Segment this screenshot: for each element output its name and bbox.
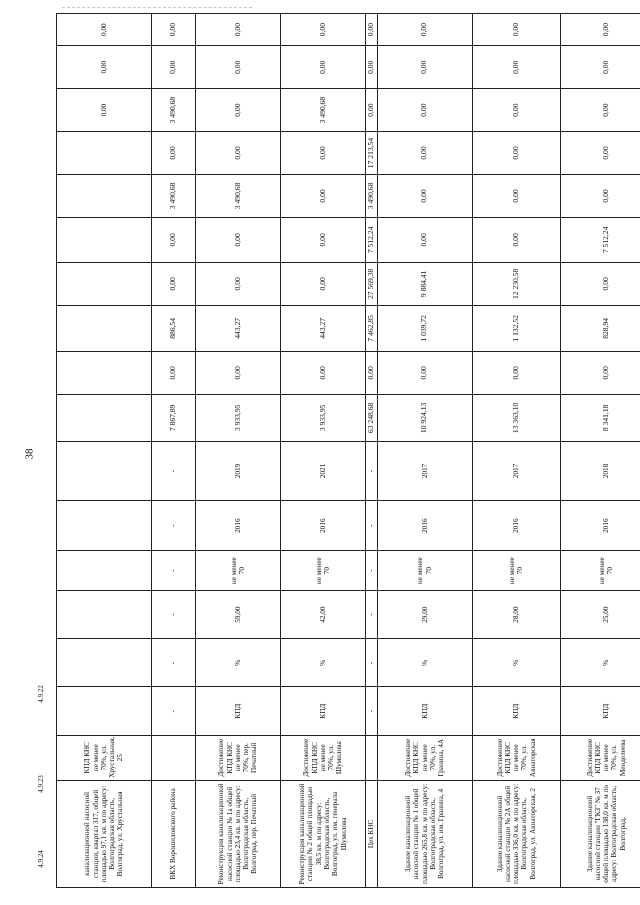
value-cell: 0,00: [57, 89, 152, 132]
value-cell: 17 213,54: [366, 132, 378, 175]
value-cell: 0,00: [281, 351, 366, 394]
value-cell: 0,00: [152, 132, 196, 175]
end-year-cell: -: [366, 441, 378, 500]
row-index: 4.9.24: [36, 850, 45, 868]
value-cell: 0,00: [560, 351, 640, 394]
value-cell: 0,00: [281, 174, 366, 217]
unit-cell: -: [366, 687, 378, 735]
measure-cell: -: [152, 639, 196, 687]
value-cell: 3 490,68: [152, 89, 196, 132]
object-name-cell: Цех КНС: [366, 780, 378, 887]
value-cell: [57, 217, 152, 262]
value-cell: 0,00: [196, 262, 281, 305]
value-cell: 0,00: [281, 262, 366, 305]
measure-cell: %: [196, 639, 281, 687]
value-cell: 3 933,95: [196, 394, 281, 441]
value-cell: 0,00: [560, 132, 640, 175]
value-cell: 0,00: [196, 132, 281, 175]
indicator-cell: Достижение КПД КНС не менее 70%, пер. Печатный: [196, 735, 281, 780]
table-row: [196, 14, 281, 888]
start-year-cell: 2016: [377, 500, 472, 550]
end-year-cell: -: [152, 441, 196, 500]
end-year-cell: [57, 441, 152, 500]
value-cell: 443,27: [196, 305, 281, 351]
object-name-cell: Здание канализационной насосной станции № 1 общей площадью 265,8 кв. м по адресу: Волгоградская область, Волгоград, ул. им. Гранина, 4: [377, 780, 472, 887]
value-cell: 0,00: [196, 217, 281, 262]
value-cell: [57, 132, 152, 175]
value-cell: 0,00: [377, 46, 472, 89]
value-cell: 0,00: [472, 217, 560, 262]
value-cell: 0,00: [377, 351, 472, 394]
measure-cell: %: [281, 639, 366, 687]
start-year-cell: -: [152, 500, 196, 550]
value-cell: 10 924,13: [377, 394, 472, 441]
target-value-cell: не менее 70: [472, 551, 560, 591]
value-cell: 0,00: [377, 174, 472, 217]
base-value-cell: 29,00: [377, 590, 472, 638]
unit-cell: КПД: [472, 687, 560, 735]
base-value-cell: 59,00: [196, 590, 281, 638]
value-cell: 443,27: [281, 305, 366, 351]
object-name-cell: канализационной насосной станции, квартал 317, общей площадью 97,1 кв. м по адресу: Волгоградская область, Волгоград, ул. Хрустальная: [57, 780, 152, 887]
value-cell: 0,00: [560, 174, 640, 217]
value-cell: 0,00: [57, 46, 152, 89]
table-row: [281, 14, 366, 888]
table-row: [57, 14, 152, 888]
start-year-cell: -: [366, 500, 378, 550]
value-cell: 3 490,68: [196, 174, 281, 217]
value-cell: 828,94: [560, 305, 640, 351]
value-cell: 886,54: [152, 305, 196, 351]
indicator-cell: Достижение КПД КНС не менее 70%, ул. Авиаторская: [472, 735, 560, 780]
value-cell: 0,00: [196, 14, 281, 46]
value-cell: 27 569,38: [366, 262, 378, 305]
value-cell: 3 490,68: [281, 89, 366, 132]
value-cell: 0,00: [472, 46, 560, 89]
value-cell: 0,00: [57, 14, 152, 46]
value-cell: 0,00: [281, 132, 366, 175]
indicator-cell: Достижение КПД КНС не менее 70%, ул. Менделеева: [560, 735, 640, 780]
rotated-table-sheet: [56, 13, 627, 888]
table-row: [377, 14, 472, 888]
value-cell: 9 884,41: [377, 262, 472, 305]
indicator-cell: КПД КНС не менее 70%, ул. Хрустальная, 25: [57, 735, 152, 780]
base-value-cell: 42,00: [281, 590, 366, 638]
value-cell: 0,00: [472, 14, 560, 46]
object-name-cell: ВКХ Ворошиловского района: [152, 780, 196, 887]
value-cell: 0,00: [281, 14, 366, 46]
value-cell: 0,00: [472, 351, 560, 394]
measure-cell: %: [472, 639, 560, 687]
value-cell: 0,00: [152, 46, 196, 89]
value-cell: 0,00: [472, 174, 560, 217]
row-index: 4.9.22: [36, 685, 45, 703]
value-cell: 8 341,18: [560, 394, 640, 441]
object-name-cell: Реконструкция канализационной станции № 2 общей площадью 38,5 кв. м по адресу: Волгоградская область, Волгоград, ул. им. генерала Шумилова: [281, 780, 366, 887]
measure-cell: -: [366, 639, 378, 687]
value-cell: 13 363,10: [472, 394, 560, 441]
investment-program-table: [56, 13, 640, 888]
base-value-cell: -: [366, 590, 378, 638]
base-value-cell: 25,00: [560, 590, 640, 638]
value-cell: [57, 262, 152, 305]
value-cell: 3 490,68: [152, 174, 196, 217]
value-cell: 0,00: [560, 14, 640, 46]
value-cell: 0,00: [560, 262, 640, 305]
value-cell: [57, 394, 152, 441]
value-cell: 0,00: [560, 46, 640, 89]
value-cell: 0,00: [152, 351, 196, 394]
object-name-cell: Здание канализационной насосной станции "ГКЗ" № 37 общей площадью 138,0 кв. м по адресу: Волгоградская область, Волгоград,: [560, 780, 640, 887]
value-cell: 0,00: [196, 351, 281, 394]
unit-cell: КПД: [560, 687, 640, 735]
target-value-cell: не менее 70: [377, 551, 472, 591]
value-cell: [57, 174, 152, 217]
end-year-cell: 2017: [377, 441, 472, 500]
value-cell: 0,00: [152, 262, 196, 305]
value-cell: 0,00: [196, 46, 281, 89]
object-name-cell: Здание канализационной насосной станции № 2А общей площадью 336,0 кв. м по адресу: Волгоградская область, Волгоград, ул. Авиаторская, 2: [472, 780, 560, 887]
value-cell: 0,00: [281, 46, 366, 89]
value-cell: 0,00: [377, 89, 472, 132]
start-year-cell: 2016: [560, 500, 640, 550]
unit-cell: КПД: [196, 687, 281, 735]
scan-artifact-line: [62, 7, 252, 9]
value-cell: 1 039,72: [377, 305, 472, 351]
object-name-cell: Реконструкция канализационной насосной станции № 1а общей площадью 23,4 кв. м по адресу: Волгоградская область, Волгоград, пер. Печатный: [196, 780, 281, 887]
start-year-cell: [57, 500, 152, 550]
end-year-cell: 2017: [472, 441, 560, 500]
value-cell: 7 512,24: [366, 217, 378, 262]
unit-cell: [57, 687, 152, 735]
value-cell: 0,00: [472, 89, 560, 132]
value-cell: 0,00: [366, 89, 378, 132]
target-value-cell: -: [366, 551, 378, 591]
target-value-cell: не менее 70: [281, 551, 366, 591]
rotated-table-frame: [56, 13, 627, 888]
table-row: [472, 14, 560, 888]
table-row: [560, 14, 640, 888]
indicator-cell: Достижение КПД КНС не менее 70%, ул. Гранина, 4А: [377, 735, 472, 780]
value-cell: 63 248,68: [366, 394, 378, 441]
measure-cell: %: [377, 639, 472, 687]
row-index: 4.9.23: [36, 775, 45, 793]
value-cell: 0,00: [196, 89, 281, 132]
indicator-cell: [152, 735, 196, 780]
end-year-cell: 2021: [281, 441, 366, 500]
value-cell: 0,00: [560, 89, 640, 132]
value-cell: 0,00: [152, 14, 196, 46]
start-year-cell: 2016: [196, 500, 281, 550]
page-number: 38: [23, 448, 36, 460]
value-cell: 0,00: [366, 46, 378, 89]
value-cell: 1 132,52: [472, 305, 560, 351]
measure-cell: [57, 639, 152, 687]
measure-cell: %: [560, 639, 640, 687]
start-year-cell: 2016: [281, 500, 366, 550]
value-cell: 7 867,89: [152, 394, 196, 441]
value-cell: 12 230,58: [472, 262, 560, 305]
value-cell: 0,00: [472, 132, 560, 175]
value-cell: 0,00: [366, 351, 378, 394]
value-cell: 0,00: [281, 217, 366, 262]
indicator-cell: [366, 735, 378, 780]
unit-cell: КПД: [281, 687, 366, 735]
value-cell: 0,00: [377, 14, 472, 46]
value-cell: 3 490,68: [366, 174, 378, 217]
base-value-cell: -: [152, 590, 196, 638]
base-value-cell: 28,00: [472, 590, 560, 638]
target-value-cell: -: [152, 551, 196, 591]
indicator-cell: Достижение КПД КНС не менее 70%, ул. Шумилова: [281, 735, 366, 780]
target-value-cell: [57, 551, 152, 591]
value-cell: 7 512,24: [560, 217, 640, 262]
value-cell: 0,00: [366, 14, 378, 46]
target-value-cell: не менее 70: [560, 551, 640, 591]
value-cell: 0,00: [377, 132, 472, 175]
unit-cell: КПД: [377, 687, 472, 735]
value-cell: [57, 305, 152, 351]
end-year-cell: 2018: [560, 441, 640, 500]
table-row-subtotal: [366, 14, 378, 888]
end-year-cell: 2019: [196, 441, 281, 500]
table-row-subtotal: [152, 14, 196, 888]
value-cell: [57, 351, 152, 394]
value-cell: 3 933,95: [281, 394, 366, 441]
value-cell: 0,00: [152, 217, 196, 262]
base-value-cell: [57, 590, 152, 638]
value-cell: 0,00: [377, 217, 472, 262]
target-value-cell: не менее 70: [196, 551, 281, 591]
value-cell: 7 462,85: [366, 305, 378, 351]
unit-cell: -: [152, 687, 196, 735]
start-year-cell: 2016: [472, 500, 560, 550]
